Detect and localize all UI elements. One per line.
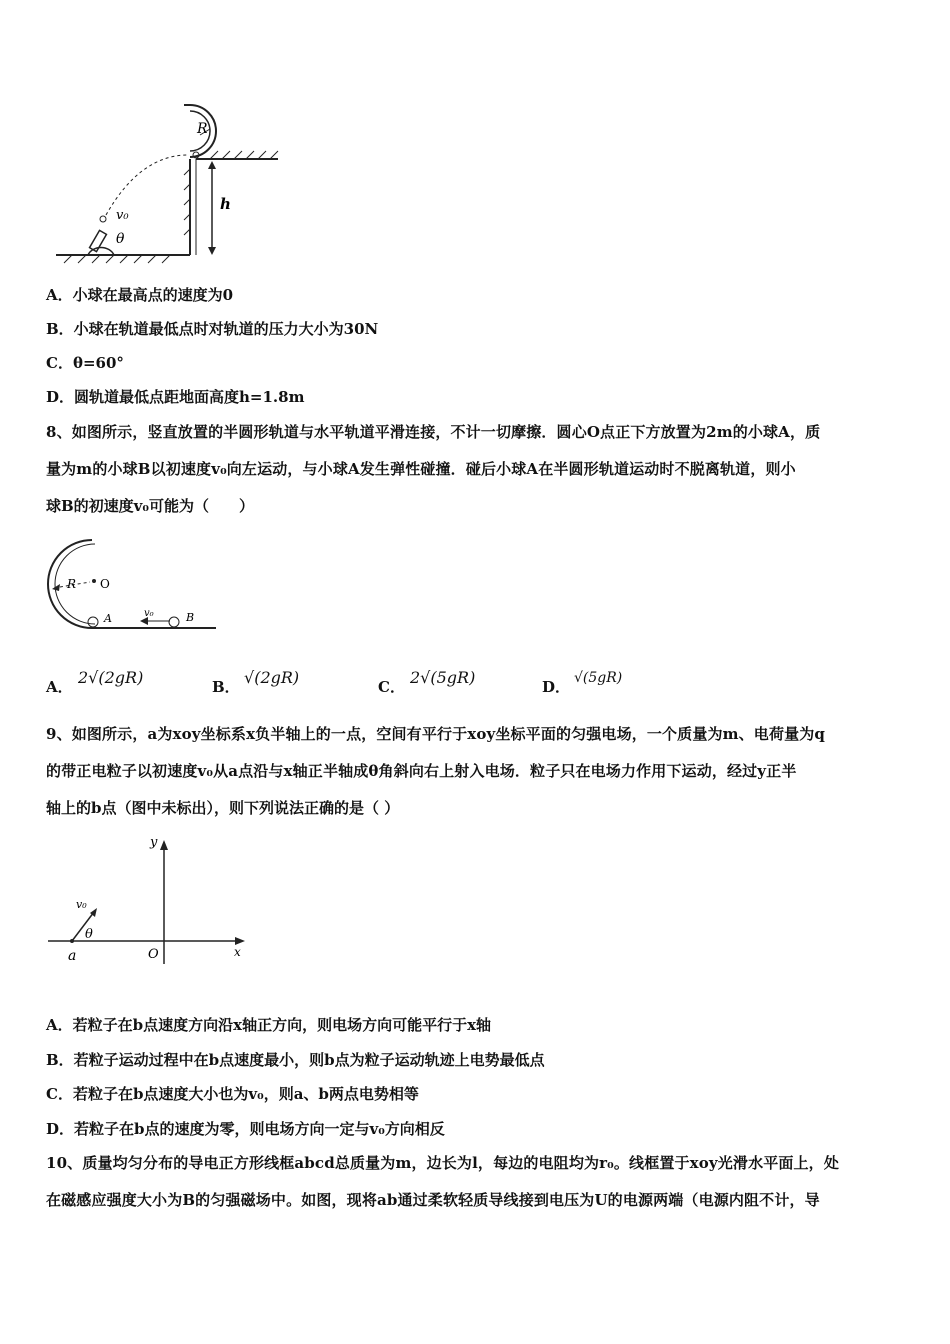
- q7-option-b: B．小球在轨道最低点时对轨道的压力大小为30N: [46, 320, 379, 338]
- q8-option-c-letter: C．: [378, 678, 405, 696]
- q10-stem-line1: 10、质量均匀分布的导电正方形线框abcd总质量为m，边长为l，每边的电阻均为r₀。线框置于xoy光滑水平面上，处: [46, 1154, 839, 1172]
- fig7-r-label: R: [197, 121, 208, 137]
- fig9-theta-label: θ: [85, 927, 93, 942]
- q9-stem-line1: 9、如图所示，a为xoy坐标系x负半轴上的一点，空间有平行于xoy坐标平面的匀强电场，一个质量为m、电荷量为q: [46, 725, 826, 743]
- q8-option-a-value: 2√(2gR): [78, 668, 144, 687]
- q10-stem-line2: 在磁感应强度大小为B的匀强磁场中。如图，现将ab通过柔软轻质导线接到电压为U的电源两端（电源内阻不计，导: [46, 1191, 820, 1209]
- fig8-o-label: O: [100, 577, 110, 591]
- q7-option-a: A．小球在最高点的速度为0: [46, 286, 234, 304]
- q9-option-a: A．若粒子在b点速度方向沿x轴正方向，则电场方向可能平行于x轴: [46, 1016, 492, 1034]
- figure-q8: [40, 532, 230, 637]
- q8-option-b-value: √(2gR): [244, 668, 300, 687]
- q8-stem-line3: 球B的初速度v₀可能为（ ）: [46, 497, 254, 515]
- fig8-v0-label: v₀: [144, 608, 154, 619]
- fig7-v0-label: v₀: [116, 208, 129, 223]
- q8-option-a-letter: A．: [46, 678, 73, 696]
- q9-option-c: C．若粒子在b点速度大小也为v₀，则a、b两点电势相等: [46, 1085, 419, 1103]
- fig9-o-label: O: [148, 947, 159, 962]
- fig7-theta-label: θ: [116, 231, 125, 247]
- q7-option-d: D．圆轨道最低点距地面高度h=1.8m: [46, 388, 305, 406]
- fig9-a-label: a: [68, 948, 77, 964]
- fig9-x-label: x: [234, 945, 241, 959]
- q8-option-c-value: 2√(5gR): [410, 668, 476, 687]
- q8-option-b-letter: B．: [212, 678, 240, 696]
- fig8-a-label: A: [104, 612, 112, 625]
- q9-option-d: D．若粒子在b点的速度为零，则电场方向一定与v₀方向相反: [46, 1120, 445, 1138]
- q9-stem-line2: 的带正电粒子以初速度v₀从a点沿与x轴正半轴成θ角斜向右上射入电场．粒子只在电场力作用下运动，经过y正半: [46, 762, 797, 780]
- figure-q9: [40, 830, 260, 970]
- fig9-y-label: y: [150, 835, 158, 850]
- figure-q7: [50, 95, 290, 270]
- fig8-r-label: R: [67, 577, 77, 591]
- fig9-v0-label: v₀: [76, 898, 87, 911]
- q8-stem-line1: 8、如图所示，竖直放置的半圆形轨道与水平轨道平滑连接，不计一切摩擦．圆心O点正下方放置为2m的小球A，质: [46, 423, 821, 441]
- q7-option-c: C．θ=60°: [46, 354, 124, 372]
- q8-option-d-value: √(5gR): [574, 670, 623, 686]
- q9-option-b: B．若粒子运动过程中在b点速度最小，则b点为粒子运动轨迹上电势最低点: [46, 1051, 545, 1069]
- q9-stem-line3: 轴上的b点（图中未标出），则下列说法正确的是（ ）: [46, 799, 400, 817]
- q8-option-d-letter: D．: [542, 678, 571, 696]
- fig8-b-label: B: [186, 611, 195, 624]
- q8-stem-line2: 量为m的小球B以初速度v₀向左运动，与小球A发生弹性碰撞．碰后小球A在半圆形轨道运动时不脱离轨道，则小: [46, 460, 796, 478]
- fig7-h-label: h: [220, 195, 231, 213]
